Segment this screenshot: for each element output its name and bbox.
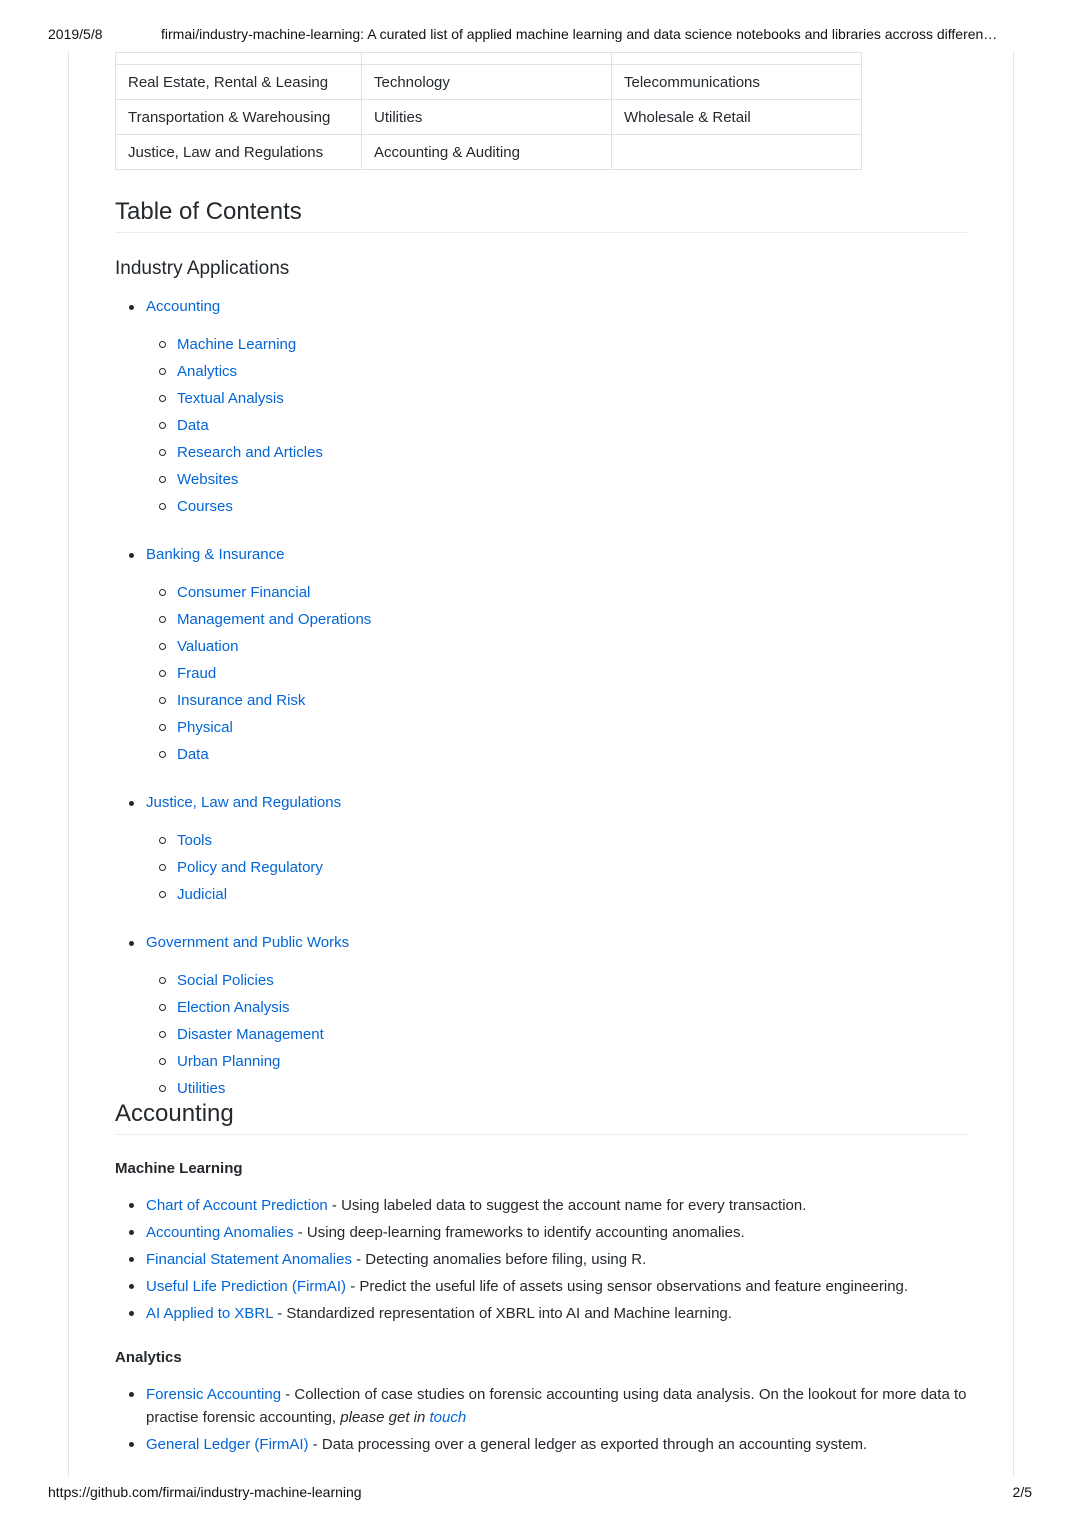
- toc-link[interactable]: Social Policies: [177, 972, 274, 989]
- table-cell: Utilities: [362, 100, 612, 135]
- resource-link[interactable]: Useful Life Prediction (FirmAI): [146, 1278, 347, 1295]
- toc-subitem: [146, 583, 371, 610]
- touch-link[interactable]: touch: [429, 1409, 467, 1426]
- table-cell: Real Estate, Rental & Leasing: [116, 65, 362, 100]
- toc-subitem: [146, 718, 371, 745]
- machine-learning-list: [115, 1194, 967, 1329]
- toc-link-justice[interactable]: Justice, Law and Regulations: [146, 794, 342, 811]
- toc-subitem: [146, 691, 371, 718]
- resource-link[interactable]: Forensic Accounting: [146, 1386, 282, 1403]
- resource-link[interactable]: Chart of Account Prediction: [146, 1197, 328, 1214]
- table-cell: Technology: [362, 65, 612, 100]
- page-border-right: [1013, 52, 1014, 1476]
- toc-section: [115, 297, 371, 524]
- toc-link[interactable]: Management and Operations: [177, 611, 372, 628]
- resource-description: - Collection of case studies on forensic accounting using data analysis. On the lookout for more data to practise forensic accounting,: [146, 1386, 967, 1426]
- toc-subitem: [146, 1025, 371, 1052]
- toc-link[interactable]: Urban Planning: [177, 1053, 281, 1070]
- toc-link[interactable]: Machine Learning: [177, 336, 297, 353]
- resource-description: - Standardized representation of XBRL into AI and Machine learning.: [273, 1305, 732, 1322]
- toc-subitem: [146, 497, 371, 524]
- toc-link[interactable]: Textual Analysis: [177, 390, 284, 407]
- resource-link[interactable]: General Ledger (FirmAI): [146, 1436, 309, 1453]
- toc-sublist: [146, 335, 371, 524]
- toc-subitem: [146, 416, 371, 443]
- resource-link[interactable]: Financial Statement Anomalies: [146, 1251, 352, 1268]
- toc-section: [115, 793, 371, 912]
- toc-subitem: [146, 998, 371, 1025]
- toc-subitem: [146, 362, 371, 389]
- toc-link[interactable]: Election Analysis: [177, 999, 290, 1016]
- toc-link-accounting[interactable]: Accounting: [146, 298, 221, 315]
- table-cell: Transportation & Warehousing: [116, 100, 362, 135]
- industry-table: [115, 52, 862, 170]
- toc-subitem: [146, 971, 371, 998]
- list-item: [115, 1383, 967, 1429]
- table-row: [116, 100, 862, 135]
- toc-link[interactable]: Research and Articles: [177, 444, 323, 461]
- toc-link[interactable]: Data: [177, 417, 209, 434]
- list-item: [115, 1275, 967, 1298]
- resource-description: - Using labeled data to suggest the account name for every transaction.: [327, 1197, 807, 1214]
- list-item: [115, 1433, 967, 1456]
- print-page-number: 2/5: [1012, 1484, 1032, 1500]
- resource-description: - Using deep-learning frameworks to identify accounting anomalies.: [293, 1224, 745, 1241]
- toc-link[interactable]: Tools: [177, 832, 213, 849]
- page-border-left: [68, 52, 69, 1476]
- table-cell: Wholesale & Retail: [612, 100, 862, 135]
- list-item: [115, 1221, 967, 1244]
- toc-subitem: [146, 637, 371, 664]
- readme-content: [115, 52, 967, 1453]
- resource-description: - Predict the useful life of assets using sensor observations and feature engineering.: [346, 1278, 909, 1295]
- toc-link[interactable]: Analytics: [177, 363, 238, 380]
- toc-link[interactable]: Physical: [177, 719, 233, 736]
- toc-link[interactable]: Fraud: [177, 665, 217, 682]
- resource-link[interactable]: Accounting Anomalies: [146, 1224, 294, 1241]
- list-item: [115, 1302, 967, 1325]
- toc-sublist: [146, 583, 371, 772]
- toc-section: [115, 545, 371, 772]
- print-url: https://github.com/firmai/industry-machine-learning: [48, 1484, 362, 1500]
- resource-link[interactable]: AI Applied to XBRL: [146, 1305, 274, 1322]
- toc-subitem: [146, 389, 371, 416]
- toc-link[interactable]: Utilities: [177, 1080, 226, 1097]
- table-row: [116, 135, 862, 170]
- industry-applications-heading: Industry Applications: [115, 258, 290, 279]
- toc-subitem: [146, 610, 371, 637]
- toc-section: [115, 933, 371, 1106]
- toc-list: [115, 297, 371, 1127]
- analytics-heading: Analytics: [115, 1349, 182, 1366]
- toc-link[interactable]: Valuation: [177, 638, 239, 655]
- toc-subitem: [146, 831, 371, 858]
- analytics-list: [115, 1383, 967, 1460]
- toc-subitem: [146, 745, 371, 772]
- table-cell: Accounting & Auditing: [362, 135, 612, 170]
- toc-subitem: [146, 1052, 371, 1079]
- table-row: [116, 65, 862, 100]
- table-row: [116, 53, 862, 65]
- accounting-heading: Accounting: [115, 1100, 967, 1135]
- toc-link[interactable]: Insurance and Risk: [177, 692, 306, 709]
- toc-heading: Table of Contents: [115, 198, 967, 233]
- toc-link[interactable]: Websites: [177, 471, 239, 488]
- resource-description: - Data processing over a general ledger as exported through an accounting system.: [308, 1436, 868, 1453]
- print-date: 2019/5/8: [48, 26, 103, 42]
- toc-sublist: [146, 971, 371, 1106]
- toc-subitem: [146, 470, 371, 497]
- toc-link[interactable]: Courses: [177, 498, 233, 515]
- toc-link-government[interactable]: Government and Public Works: [146, 934, 350, 951]
- toc-subitem: [146, 443, 371, 470]
- toc-link[interactable]: Judicial: [177, 886, 228, 903]
- toc-link[interactable]: Data: [177, 746, 209, 763]
- toc-subitem: [146, 664, 371, 691]
- machine-learning-heading: Machine Learning: [115, 1160, 243, 1177]
- toc-subitem: [146, 335, 371, 362]
- print-page-title: firmai/industry-machine-learning: A curated list of applied machine learning and data science notebooks and libraries accross differen…: [161, 26, 998, 42]
- contact-prompt: please get in: [340, 1409, 430, 1426]
- resource-description: - Detecting anomalies before filing, using R.: [351, 1251, 647, 1268]
- toc-link[interactable]: Consumer Financial: [177, 584, 311, 601]
- toc-subitem: [146, 858, 371, 885]
- toc-link[interactable]: Disaster Management: [177, 1026, 324, 1043]
- toc-subitem: [146, 885, 371, 912]
- table-cell: [612, 135, 862, 170]
- table-cell: Justice, Law and Regulations: [116, 135, 362, 170]
- toc-link-banking[interactable]: Banking & Insurance: [146, 546, 285, 563]
- toc-sublist: [146, 831, 371, 912]
- list-item: [115, 1248, 967, 1271]
- table-cell: Telecommunications: [612, 65, 862, 100]
- list-item: [115, 1194, 967, 1217]
- toc-link[interactable]: Policy and Regulatory: [177, 859, 323, 876]
